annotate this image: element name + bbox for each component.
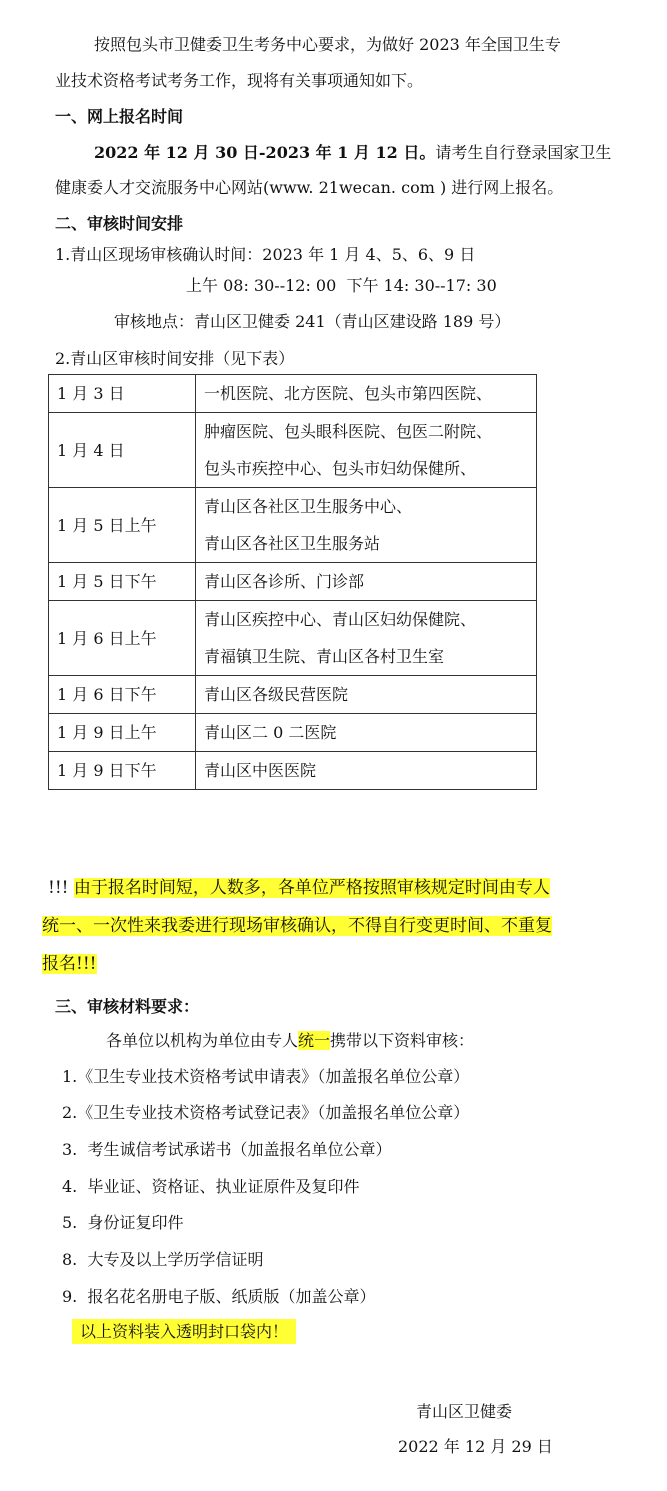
registration-dates: 2022 年 12 月 30 日-2023 年 1 月 12 日。: [94, 143, 436, 162]
notice-text-1: 由于报名时间短，人数多，各单位严格按照审核规定时间由专人: [73, 878, 550, 898]
table-cell-date: 1 月 3 日: [49, 375, 196, 413]
table-row: [49, 375, 537, 413]
section1-line-1: [94, 143, 611, 162]
table-cell-units: 青山区中医医院: [196, 752, 537, 790]
notice-line-1: [48, 878, 550, 898]
section1-heading: 一、网上报名时间: [55, 107, 184, 126]
notice-text-3: 报名!!!: [42, 954, 97, 974]
material-item: 3. 考生诚信考试承诺书（加盖报名单位公章）: [62, 1140, 392, 1159]
table-cell-units: 青山区各社区卫生服务中心、 青山区各社区卫生服务站: [196, 488, 537, 563]
section2-item-2: 2.青山区审核时间安排（见下表）: [55, 349, 295, 368]
section3-intro-text-b: 携带以下资料审核：: [330, 1031, 475, 1050]
schedule-table: [48, 374, 537, 790]
registration-text: 请考生自行登录国家卫生: [435, 143, 612, 162]
table-cell-date: 1 月 6 日上午: [49, 601, 196, 676]
section3-intro: [106, 1031, 474, 1050]
table-cell-units: 青山区二 0 二医院: [196, 714, 537, 752]
signature-org: 青山区卫健委: [416, 1402, 513, 1421]
table-row: [49, 752, 537, 790]
material-item: 9. 报名花名册电子版、纸质版（加盖公章）: [62, 1287, 376, 1306]
table-cell-date: 1 月 6 日下午: [49, 676, 196, 714]
materials-closing: [72, 1322, 296, 1341]
material-item: 5. 身份证复印件: [62, 1213, 184, 1232]
material-item: 4. 毕业证、资格证、执业证原件及复印件: [62, 1177, 360, 1196]
review-hours: 上午 08: 30--12: 00 下午 14: 30--17: 30: [186, 276, 497, 295]
table-cell-units: 一机医院、北方医院、包头市第四医院、: [196, 375, 537, 413]
signature-date: 2022 年 12 月 29 日: [398, 1437, 553, 1456]
table-cell-units: 肿瘤医院、包头眼科医院、包医二附院、 包头市疾控中心、包头市妇幼保健所、: [196, 413, 537, 488]
section3-intro-text-a: 各单位以机构为单位由专人: [106, 1031, 299, 1050]
notice-line-2: [42, 916, 552, 936]
table-cell-date: 1 月 9 日下午: [49, 752, 196, 790]
review-location: 审核地点：青山区卫健委 241（青山区建设路 189 号）: [114, 312, 511, 331]
material-item: 8. 大专及以上学历学信证明: [62, 1250, 264, 1269]
intro-line-2: 业技术资格考试考务工作，现将有关事项通知如下。: [55, 71, 424, 90]
intro-line-1: 按照包头市卫健委卫生考务中心要求，为做好 2023 年全国卫生专: [94, 35, 561, 54]
table-cell-date: 1 月 4 日: [49, 413, 196, 488]
materials-closing-text: 以上资料装入透明封口袋内！: [72, 1319, 296, 1344]
table-row: [49, 601, 537, 676]
table-cell-units: 青山区各诊所、门诊部: [196, 563, 537, 601]
table-row: [49, 413, 537, 488]
table-row: [49, 714, 537, 752]
section1-line-2: 健康委人才交流服务中心网站(www. 21wecan. com ) 进行网上报名。: [55, 178, 564, 197]
section2-heading: 二、审核时间安排: [55, 214, 184, 233]
section3-heading: 三、审核材料要求：: [55, 997, 200, 1016]
notice-text-2: 统一、一次性来我委进行现场审核确认，不得自行变更时间、不重复: [42, 916, 552, 936]
table-row: [49, 488, 537, 563]
table-cell-units: 青山区各级民营医院: [196, 676, 537, 714]
table-cell-date: 1 月 5 日上午: [49, 488, 196, 563]
section2-item-1: 1.青山区现场审核确认时间：2023 年 1 月 4、5、6、9 日: [55, 245, 476, 264]
material-item: 1.《卫生专业技术资格考试申请表》（加盖报名单位公章）: [62, 1067, 470, 1086]
table-row: [49, 563, 537, 601]
notice-line-3: [42, 954, 97, 974]
notice-prefix: !!!: [48, 878, 74, 898]
table-cell-date: 1 月 9 日上午: [49, 714, 196, 752]
table-cell-units: 青山区疾控中心、青山区妇幼保健院、 青福镇卫生院、青山区各村卫生室: [196, 601, 537, 676]
table-cell-date: 1 月 5 日下午: [49, 563, 196, 601]
material-item: 2.《卫生专业技术资格考试登记表》（加盖报名单位公章）: [62, 1103, 470, 1122]
table-row: [49, 676, 537, 714]
section3-intro-highlight: 统一: [298, 1031, 331, 1050]
